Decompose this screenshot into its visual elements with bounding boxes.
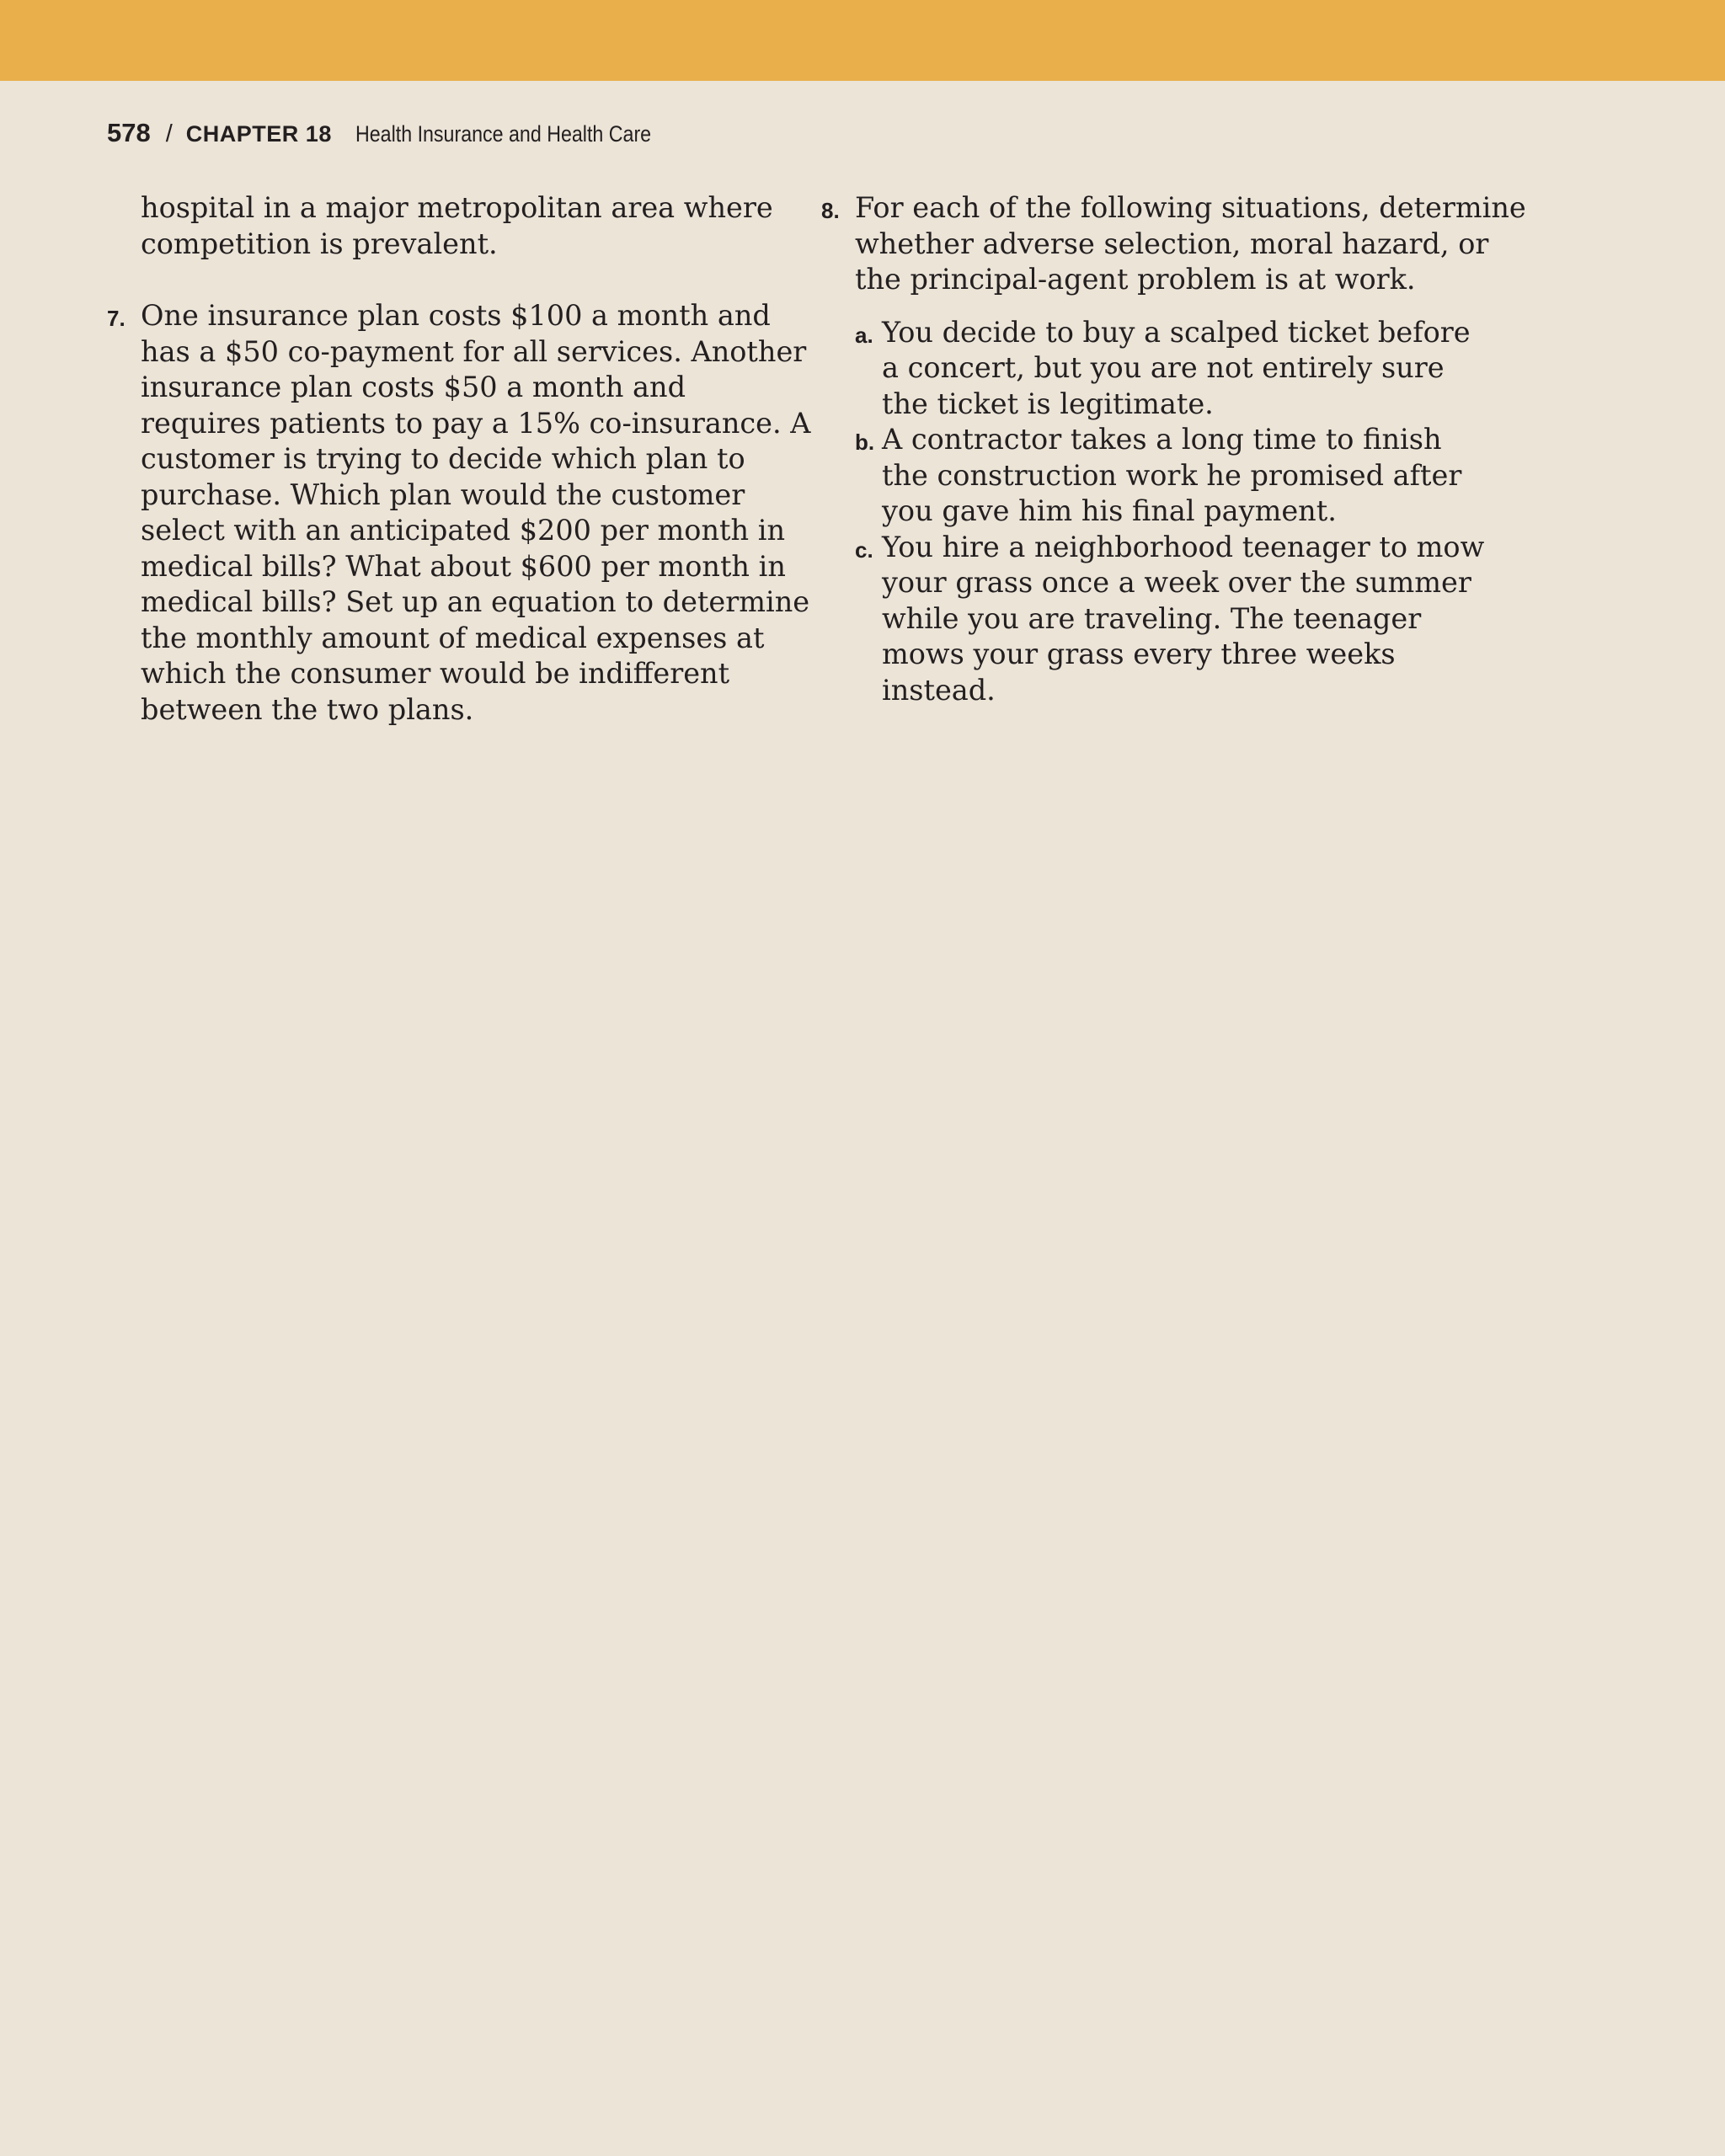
sub-question-a xyxy=(855,315,1520,423)
right-column xyxy=(821,190,1526,708)
sub-question-letter: b. xyxy=(855,430,875,455)
question-text: For each of the following situations, determine whether adverse selection, moral hazard, or the principal-agent problem is at work. xyxy=(855,191,1526,296)
sub-question-b xyxy=(855,422,1520,530)
sub-question-text: You decide to buy a scalped ticket before a concert, but you are not entirely sure the ticket is legitimate. xyxy=(882,315,1471,420)
sub-question-c xyxy=(855,530,1520,709)
sub-question-letter: c. xyxy=(855,536,873,563)
question-7 xyxy=(107,298,811,728)
sub-question-list xyxy=(855,315,1520,709)
left-column xyxy=(107,190,811,728)
question-number: 7. xyxy=(107,306,126,331)
page-number: 578 xyxy=(107,118,151,147)
question-text: One insurance plan costs $100 a month and has a $50 co-payment for all services. Another insurance plan costs $50 a month and requires patients to pay a 15% co-insurance. A customer is trying to decide which plan to purchase. Which plan would the customer select with an anticipated $200 per month in medical bills? What about $600 per month in medical bills? Set up an equation to determine the monthly amount of medical expenses at which the consumer would be indifferent between the two plans. xyxy=(141,299,811,726)
sub-question-text: You hire a neighborhood teenager to mow your grass once a week over the summer while you are traveling. The teenager mows your grass every three weeks instead. xyxy=(882,530,1485,707)
sub-question-text: A contractor takes a long time to finish the construction work he promised after you gave him his final payment. xyxy=(882,423,1462,527)
chapter-label: CHAPTER 18 xyxy=(185,121,332,147)
chapter-title: Health Insurance and Health Care xyxy=(355,121,651,147)
header-separator: / xyxy=(165,120,173,147)
running-head xyxy=(107,118,699,152)
question-number: 8. xyxy=(821,198,840,223)
header-color-band xyxy=(0,0,1725,81)
question-8 xyxy=(821,190,1526,708)
continued-paragraph: hospital in a major metropolitan area where competition is prevalent. xyxy=(141,191,773,260)
sub-question-letter: a. xyxy=(855,322,873,348)
